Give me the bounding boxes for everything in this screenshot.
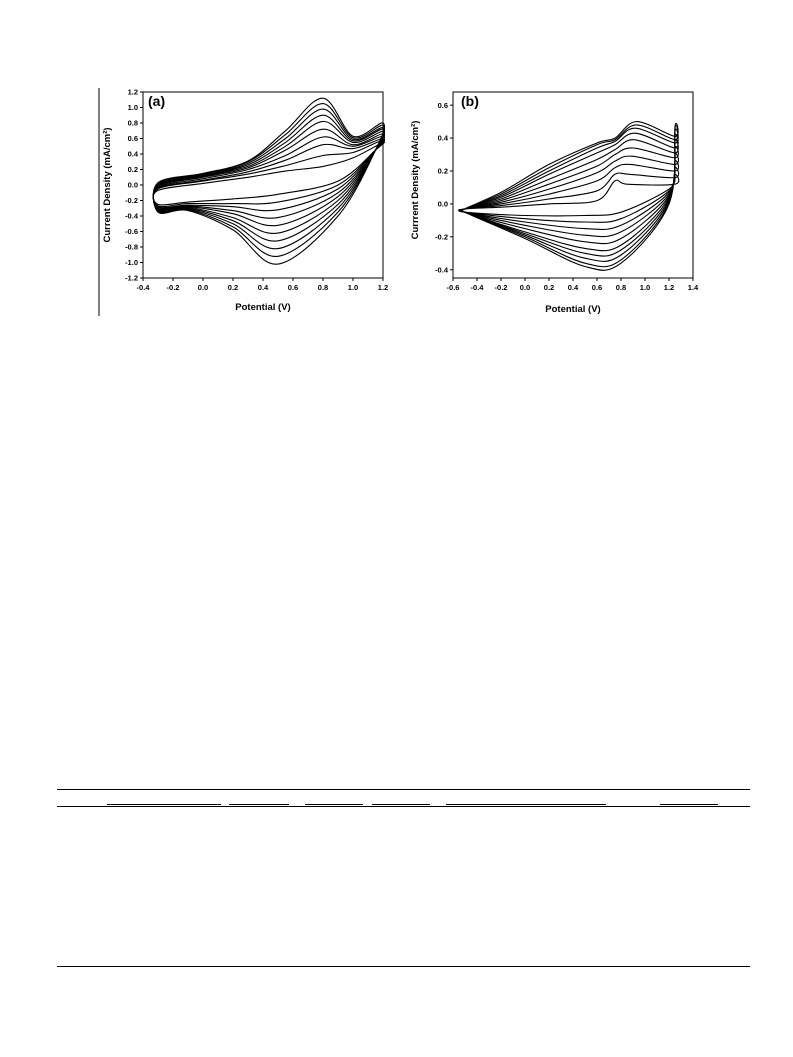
y-tick-label: 0.6	[437, 100, 448, 110]
x-tick-label: 1.4	[687, 283, 699, 292]
panel-a-y-axis-title: Current Density (mA/cm²)	[102, 127, 113, 243]
x-tick-label: 0.6	[591, 283, 603, 292]
panel-b-y-axis-title: Currrent Density (mA/cm²)	[410, 120, 421, 240]
y-tick-label: 0.0	[127, 180, 138, 190]
x-tick-label: 0.8	[317, 283, 329, 292]
table-header-rule	[57, 806, 750, 807]
y-tick-label: -1.0	[125, 258, 138, 268]
x-tick-label: 0.2	[543, 283, 555, 292]
panel-b-chart	[410, 92, 699, 315]
panel-a-label: (a)	[148, 93, 166, 109]
table-bottom-rule	[57, 966, 750, 967]
table-column-rule	[660, 804, 718, 805]
y-tick-label: -0.2	[125, 196, 138, 206]
x-tick-label: 0.4	[257, 283, 269, 292]
panel-a-x-axis-title: Potential (V)	[235, 302, 291, 313]
y-tick-label: 0.4	[437, 133, 448, 143]
x-tick-label: -0.2	[166, 283, 180, 292]
x-tick-label: 0.4	[567, 283, 579, 292]
x-tick-label: 0.2	[227, 283, 239, 292]
x-tick-label: -0.4	[136, 283, 150, 292]
panel-b-x-ticks	[447, 278, 700, 292]
x-tick-label: -0.2	[494, 283, 508, 292]
table-top-rule	[57, 789, 750, 790]
x-tick-label: 1.0	[639, 283, 651, 292]
panel-b-label: (b)	[461, 93, 479, 109]
x-tick-label: -0.4	[470, 283, 484, 292]
x-tick-label: 0.8	[615, 283, 627, 292]
panel-a-y-ticks	[125, 88, 143, 283]
x-tick-label: 1.2	[663, 283, 675, 292]
y-tick-label: 0.2	[437, 166, 448, 176]
y-tick-label: -0.2	[435, 232, 448, 242]
y-tick-label: 1.0	[127, 103, 138, 113]
table-column-rule	[372, 804, 430, 805]
y-tick-label: 1.2	[127, 87, 138, 97]
y-tick-label: -1.2	[125, 273, 138, 283]
y-tick-label: -0.4	[125, 211, 138, 221]
y-tick-label: -0.4	[435, 265, 448, 275]
table-column-rule	[305, 804, 363, 805]
y-tick-label: 0.6	[127, 134, 138, 144]
y-tick-label: 0.8	[127, 118, 138, 128]
panel-a-x-ticks	[137, 278, 389, 292]
panel-a-curves	[153, 98, 384, 264]
panel-b-curves	[459, 122, 679, 271]
table-column-rule	[107, 804, 221, 805]
y-tick-label: -0.6	[125, 227, 138, 237]
panel-b-x-axis-title: Potential (V)	[545, 304, 601, 315]
x-tick-label: 1.2	[377, 283, 389, 292]
y-tick-label: -0.8	[125, 242, 138, 252]
panel-b-y-ticks	[435, 101, 453, 275]
panel-a-chart	[102, 88, 388, 313]
cv-cycle-curve	[459, 174, 679, 216]
x-tick-label: 0.0	[197, 283, 209, 292]
y-tick-label: 0.2	[127, 165, 138, 175]
x-tick-label: -0.6	[446, 283, 460, 292]
x-tick-label: 0.6	[287, 283, 299, 292]
cv-cycle-curve	[459, 128, 678, 261]
y-tick-label: 0.0	[437, 199, 448, 209]
cyclic-voltammetry-figure	[0, 0, 793, 330]
table-column-rule	[446, 804, 606, 805]
table-column-rule	[229, 804, 289, 805]
x-tick-label: 1.0	[347, 283, 359, 292]
x-tick-label: 0.0	[519, 283, 531, 292]
y-tick-label: 0.4	[127, 149, 138, 159]
